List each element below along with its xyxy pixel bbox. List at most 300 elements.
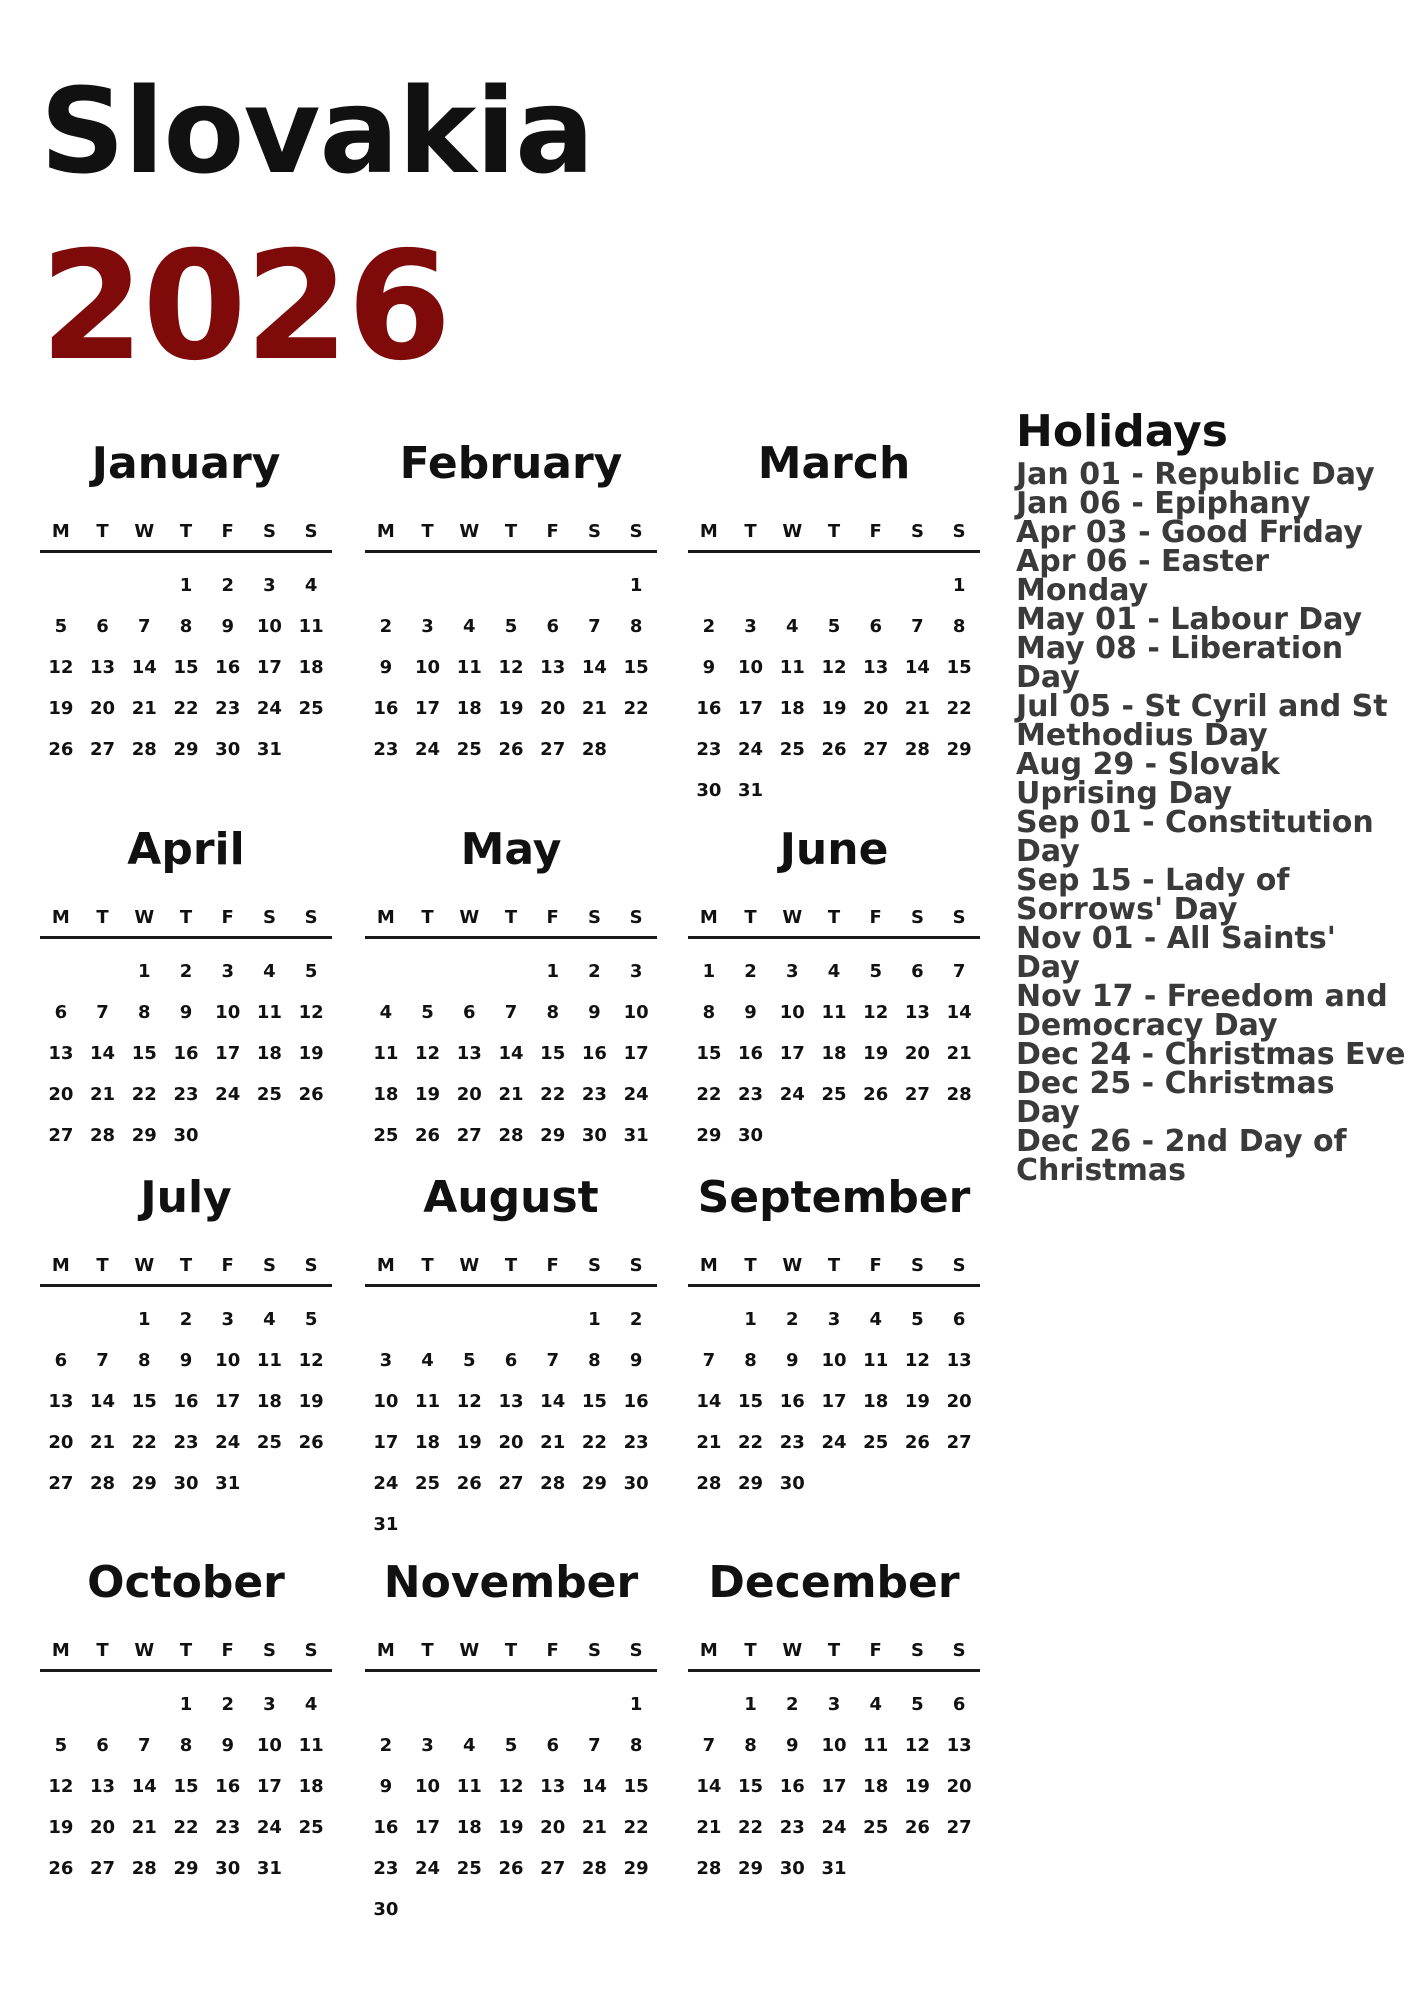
day-cell: 18 xyxy=(373,1084,399,1105)
day-cell: 8 xyxy=(138,1350,151,1371)
weekday-header xyxy=(365,1252,657,1280)
day-cell: 23 xyxy=(623,1432,649,1453)
day-cell: 1 xyxy=(629,575,643,596)
empty-cell xyxy=(688,1299,730,1340)
day-cell: 13 xyxy=(90,1776,116,1797)
day-cell: 10 xyxy=(415,1776,441,1797)
day-cell: 5 xyxy=(504,616,518,637)
day-cell: 3 xyxy=(786,961,799,982)
day-cell: 10 xyxy=(623,1002,649,1023)
empty-cell xyxy=(688,565,730,606)
day-cell: 22 xyxy=(946,698,972,719)
day-cell: 9 xyxy=(179,1350,193,1371)
day-cell: 13 xyxy=(48,1043,74,1064)
day-cell: 5 xyxy=(911,1309,924,1330)
day-cell: 7 xyxy=(588,1735,601,1756)
day-cell: 18 xyxy=(821,1043,847,1064)
day-cell: 14 xyxy=(581,657,607,678)
day-cell: 20 xyxy=(540,1817,566,1838)
day-cell: 7 xyxy=(952,961,966,982)
day-cell: 11 xyxy=(863,1350,889,1371)
weekday-label: M xyxy=(699,1640,718,1661)
day-cell: 19 xyxy=(298,1043,324,1064)
day-cell: 13 xyxy=(540,657,566,678)
day-cell: 13 xyxy=(498,1391,524,1412)
day-cell: 1 xyxy=(629,1694,643,1715)
day-cell: 27 xyxy=(540,739,566,760)
day-cell: 1 xyxy=(588,1309,601,1330)
day-grid xyxy=(365,565,657,770)
weekday-label: S xyxy=(262,1255,276,1276)
day-cell: 29 xyxy=(173,1858,199,1879)
weekday-label: W xyxy=(459,1640,480,1661)
day-cell: 17 xyxy=(256,1776,282,1797)
day-grid xyxy=(40,565,332,770)
day-cell: 8 xyxy=(546,1002,559,1023)
day-cell: 9 xyxy=(179,1002,193,1023)
day-cell: 16 xyxy=(373,1817,399,1838)
day-cell: 2 xyxy=(379,616,393,637)
weekday-label: S xyxy=(952,521,966,542)
day-cell: 23 xyxy=(779,1432,805,1453)
day-cell: 12 xyxy=(298,1350,324,1371)
day-cell: 23 xyxy=(215,1817,241,1838)
day-cell: 13 xyxy=(904,1002,930,1023)
month-april xyxy=(40,822,332,1156)
day-cell: 6 xyxy=(54,1002,68,1023)
day-cell: 11 xyxy=(298,1735,324,1756)
day-cell: 10 xyxy=(415,657,441,678)
day-cell: 14 xyxy=(696,1776,722,1797)
month-title: August xyxy=(423,1172,599,1223)
day-cell: 26 xyxy=(48,739,74,760)
day-cell: 1 xyxy=(546,961,559,982)
day-cell: 3 xyxy=(263,1694,276,1715)
holiday-item: Nov 17 - Freedom and Democracy Day xyxy=(1016,979,1388,1043)
month-december xyxy=(688,1555,980,1889)
empty-cell xyxy=(730,565,772,606)
day-cell: 3 xyxy=(221,961,234,982)
day-cell: 22 xyxy=(696,1084,722,1105)
day-cell: 11 xyxy=(373,1043,399,1064)
month-september xyxy=(688,1170,980,1504)
day-cell: 18 xyxy=(298,657,324,678)
empty-cell xyxy=(82,951,124,992)
day-cell: 11 xyxy=(415,1391,441,1412)
day-cell: 28 xyxy=(498,1125,524,1146)
day-cell: 11 xyxy=(298,616,324,637)
weekday-label: T xyxy=(827,521,841,542)
day-cell: 29 xyxy=(738,1473,764,1494)
day-cell: 27 xyxy=(456,1125,482,1146)
day-cell: 13 xyxy=(540,1776,566,1797)
day-cell: 14 xyxy=(90,1391,116,1412)
holiday-item: Sep 15 - Lady of Sorrows' Day xyxy=(1016,863,1290,927)
day-grid xyxy=(40,951,332,1156)
day-cell: 1 xyxy=(179,1694,193,1715)
empty-cell xyxy=(365,1299,407,1340)
day-grid xyxy=(365,951,657,1156)
day-cell: 22 xyxy=(131,1432,157,1453)
day-cell: 23 xyxy=(696,739,722,760)
day-cell: 27 xyxy=(498,1473,524,1494)
day-cell: 7 xyxy=(911,616,924,637)
day-cell: 21 xyxy=(131,698,157,719)
day-cell: 16 xyxy=(173,1043,199,1064)
day-cell: 25 xyxy=(256,1432,282,1453)
day-cell: 4 xyxy=(869,1694,882,1715)
empty-cell xyxy=(82,565,124,606)
weekday-label: M xyxy=(51,1640,70,1661)
day-cell: 27 xyxy=(540,1858,566,1879)
day-cell: 12 xyxy=(821,657,847,678)
empty-cell xyxy=(532,1684,574,1725)
day-cell: 1 xyxy=(138,961,151,982)
day-cell: 22 xyxy=(173,1817,199,1838)
weekday-label: W xyxy=(782,1255,803,1276)
month-title: December xyxy=(708,1557,960,1608)
weekday-label: S xyxy=(304,521,318,542)
day-cell: 14 xyxy=(131,657,157,678)
day-cell: 6 xyxy=(546,616,559,637)
weekday-label: W xyxy=(782,907,803,928)
day-cell: 16 xyxy=(696,698,722,719)
day-cell: 20 xyxy=(90,698,116,719)
day-cell: 3 xyxy=(379,1350,393,1371)
day-cell: 12 xyxy=(48,1776,74,1797)
day-cell: 22 xyxy=(623,698,649,719)
day-cell: 3 xyxy=(827,1309,841,1330)
day-cell: 14 xyxy=(696,1391,722,1412)
empty-cell xyxy=(82,1684,124,1725)
day-cell: 8 xyxy=(629,1735,643,1756)
day-cell: 21 xyxy=(90,1084,116,1105)
day-cell: 5 xyxy=(54,616,68,637)
day-cell: 29 xyxy=(738,1858,764,1879)
day-cell: 25 xyxy=(863,1817,889,1838)
day-cell: 26 xyxy=(904,1817,930,1838)
holidays-panel xyxy=(1016,406,1406,1188)
day-cell: 9 xyxy=(786,1350,799,1371)
day-cell: 29 xyxy=(540,1125,566,1146)
day-cell: 2 xyxy=(179,1309,193,1330)
day-cell: 14 xyxy=(131,1776,157,1797)
day-cell: 5 xyxy=(54,1735,68,1756)
header-divider xyxy=(688,1284,980,1287)
day-cell: 10 xyxy=(779,1002,805,1023)
holiday-list xyxy=(1016,457,1406,1188)
month-title: January xyxy=(91,438,281,489)
weekday-label: S xyxy=(629,907,643,928)
day-cell: 1 xyxy=(702,961,716,982)
day-cell: 11 xyxy=(256,1350,282,1371)
day-cell: 1 xyxy=(744,1694,757,1715)
day-grid xyxy=(40,1684,332,1889)
day-cell: 28 xyxy=(946,1084,972,1105)
day-cell: 16 xyxy=(173,1391,199,1412)
day-cell: 15 xyxy=(623,1776,649,1797)
weekday-label: S xyxy=(304,1255,318,1276)
weekday-label: W xyxy=(134,907,155,928)
weekday-label: S xyxy=(262,907,276,928)
day-cell: 26 xyxy=(415,1125,441,1146)
day-cell: 14 xyxy=(90,1043,116,1064)
weekday-label: T xyxy=(827,1640,841,1661)
empty-cell xyxy=(407,1299,449,1340)
day-cell: 25 xyxy=(456,739,482,760)
holiday-item: Apr 06 - Easter Monday xyxy=(1016,544,1270,608)
day-cell: 20 xyxy=(48,1084,74,1105)
day-cell: 28 xyxy=(696,1858,722,1879)
weekday-label: T xyxy=(504,1640,518,1661)
day-cell: 26 xyxy=(456,1473,482,1494)
day-cell: 12 xyxy=(863,1002,889,1023)
month-title: July xyxy=(140,1172,232,1223)
day-cell: 29 xyxy=(131,1473,157,1494)
day-cell: 10 xyxy=(821,1350,847,1371)
day-cell: 28 xyxy=(904,739,930,760)
day-cell: 25 xyxy=(779,739,805,760)
day-cell: 30 xyxy=(215,739,241,760)
month-july xyxy=(40,1170,332,1504)
empty-cell xyxy=(490,565,532,606)
day-cell: 31 xyxy=(373,1514,399,1535)
weekday-label: M xyxy=(699,1255,718,1276)
weekday-label: S xyxy=(629,521,643,542)
day-cell: 28 xyxy=(540,1473,566,1494)
weekday-label: W xyxy=(134,1255,155,1276)
header-divider xyxy=(688,936,980,939)
day-cell: 21 xyxy=(904,698,930,719)
day-cell: 19 xyxy=(48,1817,74,1838)
weekday-header xyxy=(365,518,657,546)
day-cell: 7 xyxy=(96,1002,109,1023)
day-cell: 15 xyxy=(696,1043,722,1064)
day-cell: 24 xyxy=(215,1084,241,1105)
month-october xyxy=(40,1555,332,1889)
weekday-label: W xyxy=(134,521,155,542)
day-cell: 6 xyxy=(54,1350,68,1371)
day-cell: 7 xyxy=(546,1350,559,1371)
day-cell: 6 xyxy=(463,1002,476,1023)
day-cell: 26 xyxy=(863,1084,889,1105)
empty-cell xyxy=(897,565,939,606)
day-cell: 24 xyxy=(821,1817,847,1838)
month-november xyxy=(365,1555,657,1930)
empty-cell xyxy=(688,1684,730,1725)
weekday-label: S xyxy=(587,521,601,542)
day-cell: 30 xyxy=(173,1473,199,1494)
weekday-header xyxy=(365,904,657,932)
day-cell: 7 xyxy=(588,616,601,637)
month-february xyxy=(365,436,657,770)
day-cell: 13 xyxy=(48,1391,74,1412)
weekday-label: S xyxy=(952,907,966,928)
day-cell: 13 xyxy=(90,657,116,678)
day-cell: 26 xyxy=(48,1858,74,1879)
day-cell: 10 xyxy=(256,616,282,637)
weekday-header xyxy=(40,904,332,932)
day-cell: 18 xyxy=(456,1817,482,1838)
day-cell: 20 xyxy=(540,698,566,719)
weekday-label: F xyxy=(869,907,882,928)
day-cell: 30 xyxy=(623,1473,649,1494)
day-cell: 5 xyxy=(869,961,882,982)
empty-cell xyxy=(365,565,407,606)
holiday-item: May 08 - Liberation Day xyxy=(1016,631,1344,695)
day-cell: 3 xyxy=(827,1694,841,1715)
day-cell: 28 xyxy=(131,1858,157,1879)
day-cell: 24 xyxy=(415,739,441,760)
weekday-label: S xyxy=(910,907,924,928)
day-cell: 31 xyxy=(215,1473,241,1494)
weekday-label: S xyxy=(304,907,318,928)
empty-cell xyxy=(40,951,82,992)
day-cell: 14 xyxy=(946,1002,972,1023)
day-cell: 12 xyxy=(498,657,524,678)
day-cell: 16 xyxy=(215,1776,241,1797)
day-cell: 30 xyxy=(173,1125,199,1146)
day-cell: 3 xyxy=(421,616,434,637)
day-cell: 6 xyxy=(869,616,882,637)
empty-cell xyxy=(490,1299,532,1340)
day-cell: 26 xyxy=(904,1432,930,1453)
day-cell: 28 xyxy=(581,1858,607,1879)
weekday-header xyxy=(688,518,980,546)
month-title: February xyxy=(399,438,623,489)
month-may xyxy=(365,822,657,1156)
day-cell: 5 xyxy=(463,1350,476,1371)
day-cell: 29 xyxy=(623,1858,649,1879)
day-cell: 20 xyxy=(946,1776,972,1797)
day-cell: 21 xyxy=(946,1043,972,1064)
day-cell: 7 xyxy=(96,1350,109,1371)
day-cell: 22 xyxy=(738,1432,764,1453)
day-grid xyxy=(365,1299,657,1545)
weekday-label: T xyxy=(179,907,193,928)
empty-cell xyxy=(490,1684,532,1725)
day-cell: 11 xyxy=(256,1002,282,1023)
day-cell: 13 xyxy=(456,1043,482,1064)
day-cell: 21 xyxy=(498,1084,524,1105)
day-cell: 3 xyxy=(421,1735,434,1756)
day-cell: 15 xyxy=(131,1043,157,1064)
day-cell: 26 xyxy=(498,739,524,760)
day-grid xyxy=(688,1299,980,1504)
month-title: April xyxy=(127,824,245,875)
day-cell: 2 xyxy=(379,1735,393,1756)
weekday-label: S xyxy=(952,1255,966,1276)
day-cell: 24 xyxy=(415,1858,441,1879)
day-cell: 10 xyxy=(738,657,764,678)
day-cell: 28 xyxy=(581,739,607,760)
day-cell: 17 xyxy=(821,1391,847,1412)
day-cell: 19 xyxy=(904,1391,930,1412)
day-cell: 15 xyxy=(738,1391,764,1412)
day-cell: 25 xyxy=(863,1432,889,1453)
weekday-header xyxy=(688,1252,980,1280)
day-cell: 6 xyxy=(504,1350,518,1371)
weekday-label: T xyxy=(96,907,109,928)
holiday-item: Dec 25 - Christmas Day xyxy=(1016,1066,1335,1130)
header-divider xyxy=(365,550,657,553)
day-cell: 26 xyxy=(821,739,847,760)
month-title: March xyxy=(757,438,911,489)
weekday-label: W xyxy=(134,1640,155,1661)
empty-cell xyxy=(448,951,490,992)
empty-cell xyxy=(365,1684,407,1725)
weekday-label: W xyxy=(459,907,480,928)
day-cell: 29 xyxy=(173,739,199,760)
holiday-item: Sep 01 - Constitution Day xyxy=(1016,805,1374,869)
weekday-label: S xyxy=(629,1255,643,1276)
empty-cell xyxy=(490,951,532,992)
day-cell: 15 xyxy=(581,1391,607,1412)
weekday-header xyxy=(40,518,332,546)
day-cell: 2 xyxy=(629,1309,643,1330)
day-cell: 4 xyxy=(379,1002,393,1023)
day-cell: 23 xyxy=(373,1858,399,1879)
day-cell: 21 xyxy=(696,1432,722,1453)
holiday-item: Jan 01 - Republic Day xyxy=(1016,457,1375,492)
day-cell: 24 xyxy=(821,1432,847,1453)
day-cell: 16 xyxy=(623,1391,649,1412)
month-august xyxy=(365,1170,657,1545)
day-cell: 19 xyxy=(863,1043,889,1064)
day-cell: 30 xyxy=(581,1125,607,1146)
day-cell: 3 xyxy=(263,575,276,596)
day-cell: 21 xyxy=(90,1432,116,1453)
day-cell: 4 xyxy=(304,1694,318,1715)
day-cell: 6 xyxy=(96,616,109,637)
header-divider xyxy=(40,936,332,939)
weekday-label: S xyxy=(629,1640,643,1661)
day-cell: 24 xyxy=(215,1432,241,1453)
day-cell: 17 xyxy=(373,1432,399,1453)
month-june xyxy=(688,822,980,1156)
day-cell: 20 xyxy=(48,1432,74,1453)
weekday-label: W xyxy=(459,521,480,542)
weekday-label: F xyxy=(546,521,559,542)
weekday-label: M xyxy=(699,907,718,928)
header-divider xyxy=(688,550,980,553)
day-cell: 15 xyxy=(946,657,972,678)
day-cell: 23 xyxy=(173,1432,199,1453)
day-cell: 31 xyxy=(738,780,764,801)
day-cell: 22 xyxy=(738,1817,764,1838)
weekday-label: M xyxy=(51,521,70,542)
day-cell: 7 xyxy=(504,1002,518,1023)
day-cell: 31 xyxy=(256,1858,282,1879)
day-cell: 17 xyxy=(415,698,441,719)
weekday-label: M xyxy=(376,907,395,928)
weekday-label: T xyxy=(421,1255,434,1276)
year-title: 2026 xyxy=(40,220,450,394)
day-cell: 9 xyxy=(379,1776,393,1797)
day-cell: 21 xyxy=(696,1817,722,1838)
weekday-label: T xyxy=(179,1640,193,1661)
day-cell: 5 xyxy=(304,1309,318,1330)
weekday-label: F xyxy=(869,521,882,542)
day-grid xyxy=(688,951,980,1156)
holiday-item: Aug 29 - Slovak Uprising Day xyxy=(1016,747,1280,811)
weekday-label: S xyxy=(587,1640,601,1661)
header-divider xyxy=(40,550,332,553)
day-cell: 27 xyxy=(946,1432,972,1453)
day-cell: 18 xyxy=(415,1432,441,1453)
holiday-item: May 01 - Labour Day xyxy=(1016,602,1363,637)
day-cell: 6 xyxy=(96,1735,109,1756)
